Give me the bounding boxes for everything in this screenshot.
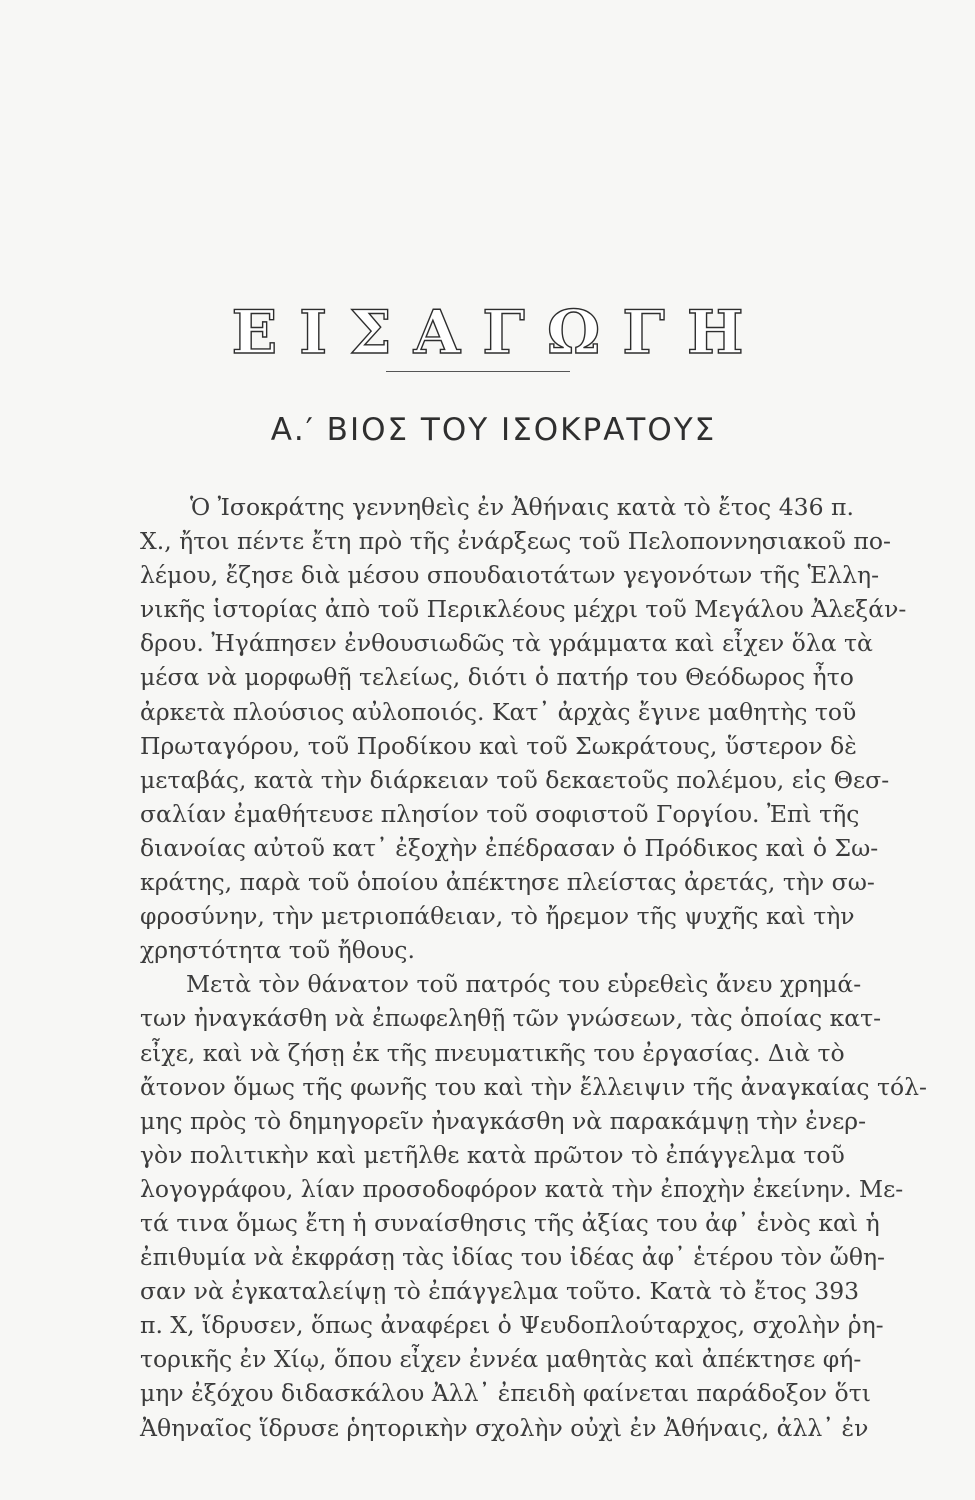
text-line: εἶχε, καὶ νὰ ζήσῃ ἐκ τῆς πνευματικῆς του ἐργασίας. Διὰ τὸ [140,1038,845,1067]
text-line: σαλίαν ἐμαθήτευσε πλησίον τοῦ σοφιστοῦ Γοργίου. Ἐπὶ τῆς [140,799,860,828]
text-line: Ὁ Ἰσοκράτης γεννηθεὶς ἐν Ἀθήναις κατὰ τὸ ἔτος 436 π. [190,493,854,521]
body-text [140,490,927,1445]
text-line: Μετὰ τὸν θάνατον τοῦ πατρός του εὑρεθεὶς ἄνευ χρημά- [186,970,862,999]
section-heading: Α.′ ΒΙΟΣ ΤΟΥ ΙΣΟΚΡΑΤΟΥΣ [270,412,717,448]
text-line: λέμου, ἔζησε διὰ μέσου σπουδαιοτάτων γεγονότων τῆς Ἑλλη- [140,561,880,590]
text-line: λογογράφου, λίαν προσοδοφόρον κατὰ τὴν ἐποχὴν ἐκείνην. Με- [140,1174,904,1203]
text-line: Χ., ἤτοι πέντε ἔτη πρὸ τῆς ἐνάρξεως τοῦ Πελοποννησιακοῦ πο- [140,527,891,556]
text-line: των ἠναγκάσθη νὰ ἐπωφεληθῇ τῶν γνώσεων, τὰς ὁποίας κατ- [140,1004,882,1033]
chapter-title: ΕΙΣΑΓΩΓΗ [231,298,766,368]
text-line: διανοίας αὐτοῦ κατ᾽ ἐξοχὴν ἐπέδρασαν ὁ Πρόδικος καὶ ὁ Σω- [140,833,879,862]
text-line: Ἀθηναῖος ἵδρυσε ῥητορικὴν σχολὴν οὐχὶ ἐν Ἀθήναις, ἀλλ᾽ ἐν [140,1413,869,1442]
text-line: μης πρὸς τὸ δημηγορεῖν ἠναγκάσθη νὰ παρακάμψῃ τὴν ἐνερ- [140,1106,867,1135]
text-line: φροσύνην, τὴν μετριοπάθειαν, τὸ ἤρεμον τῆς ψυχῆς καὶ τὴν [140,902,855,931]
text-line: σαν νὰ ἐγκαταλείψῃ τὸ ἐπάγγελμα τοῦτο. Κατὰ τὸ ἔτος 393 [140,1277,860,1306]
text-line: Πρωταγόρου, τοῦ Προδίκου καὶ τοῦ Σωκράτους, ὕστερον δὲ [140,731,857,760]
text-line: τά τινα ὅμως ἔτη ἡ συναίσθησις τῆς ἀξίας του ἀφ᾽ ἑνὸς καὶ ἡ [140,1208,880,1237]
text-line: χρηστότητα τοῦ ἤθους. [140,936,415,965]
text-line: νικῆς ἱστορίας ἀπὸ τοῦ Περικλέους μέχρι τοῦ Μεγάλου Ἀλεξάν- [140,595,907,624]
text-line: δρου. Ἠγάπησεν ἐνθουσιωδῶς τὰ γράμματα καὶ εἶχεν ὅλα τὰ [140,629,873,658]
text-line: μην ἐξόχου διδασκάλου Ἀλλ᾽ ἐπειδὴ φαίνεται παράδοξον ὅτι [140,1379,871,1408]
text-line: π. Χ, ἵδρυσεν, ὅπως ἀναφέρει ὁ Ψευδοπλούταρχος, σχολὴν ῥη- [140,1311,884,1340]
text-line: κράτης, παρὰ τοῦ ὁποίου ἀπέκτησε πλείστας ἀρετάς, τὴν σω- [140,868,875,897]
text-line: μέσα νὰ μορφωθῇ τελείως, διότι ὁ πατήρ του Θεόδωρος ἦτο [140,663,854,692]
title-divider [386,371,570,372]
text-line: ἄτονον ὅμως τῆς φωνῆς του καὶ τὴν ἔλλειψιν τῆς ἀναγκαίας τόλ- [140,1072,927,1101]
text-line: ἀρκετὰ πλούσιος αὐλοποιός. Κατ᾽ ἀρχὰς ἔγινε μαθητὴς τοῦ [140,697,857,726]
text-line: γὸν πολιτικὴν καὶ μετῆλθε κατὰ πρῶτον τὸ ἐπάγγελμα τοῦ [140,1140,845,1169]
text-line: τορικῆς ἐν Χίῳ, ὅπου εἶχεν ἐννέα μαθητὰς καὶ ἀπέκτησε φή- [140,1345,862,1374]
text-line: ἐπιθυμία νὰ ἐκφράσῃ τὰς ἰδίας του ἰδέας ἀφ᾽ ἑτέρου τὸν ὤθη- [140,1243,885,1272]
text-line: μεταβάς, κατὰ τὴν διάρκειαν τοῦ δεκαετοῦς πολέμου, εἰς Θεσ- [140,765,890,794]
